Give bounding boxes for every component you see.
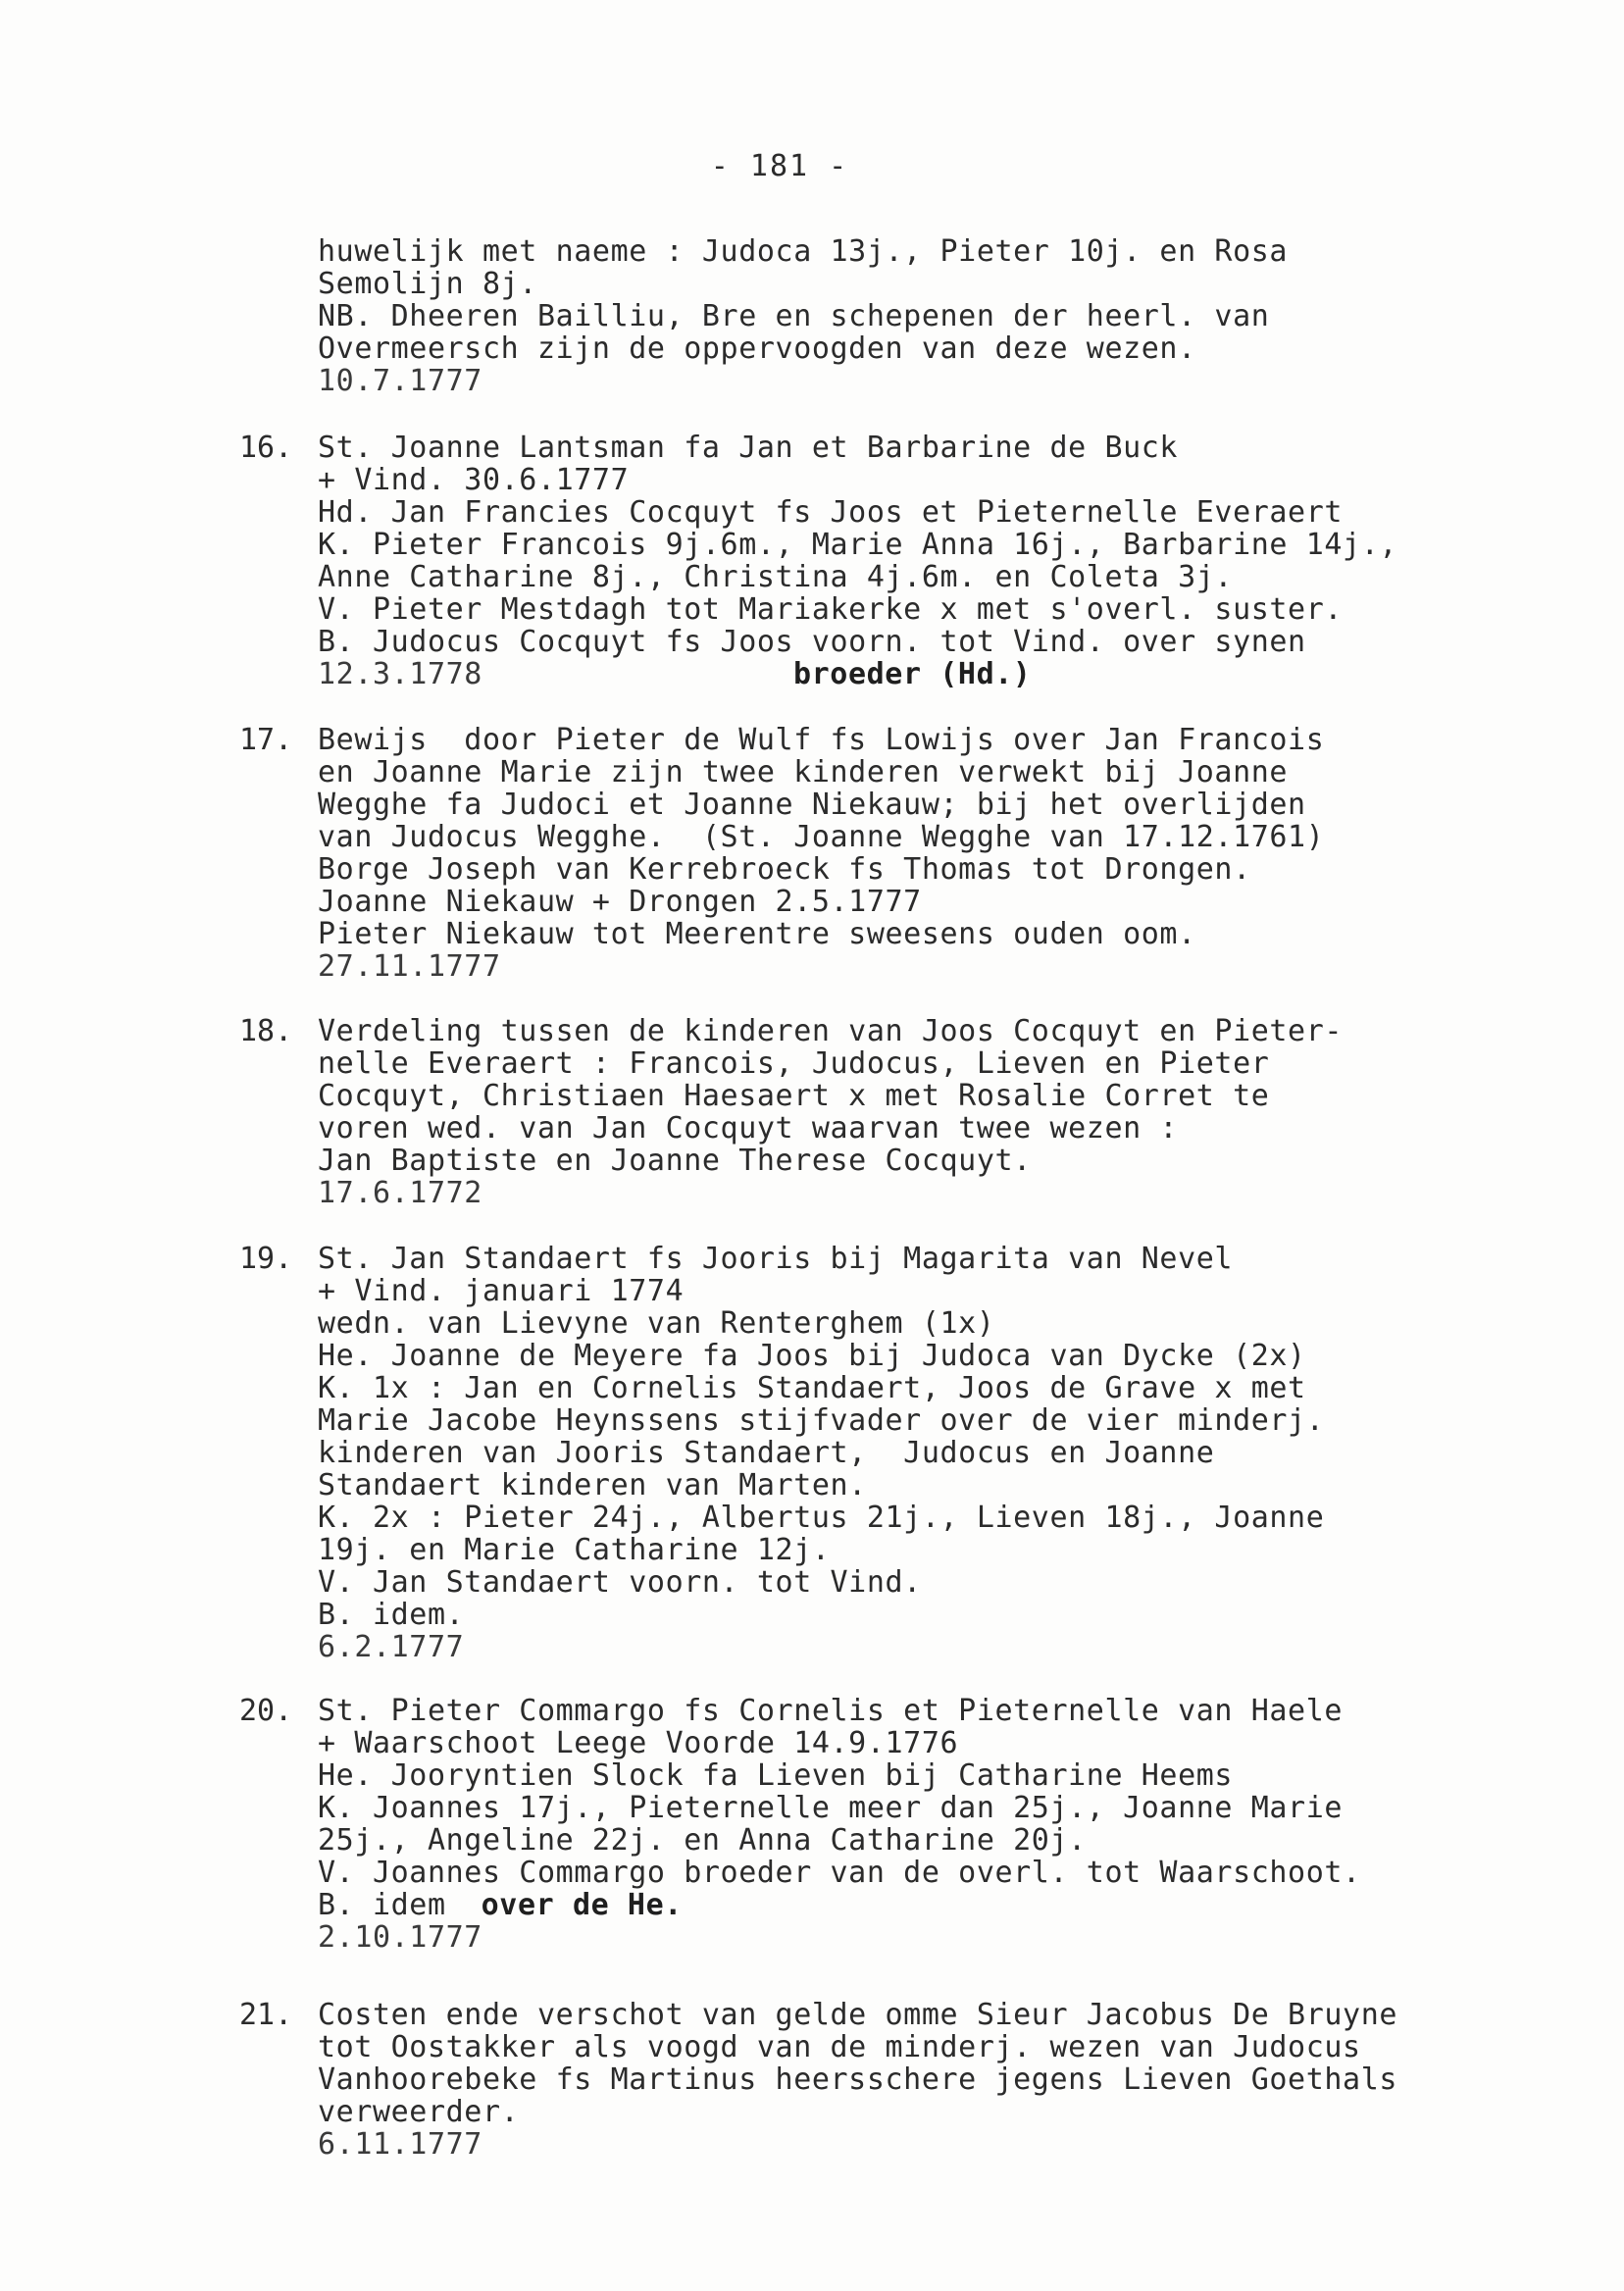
text-line: Hd. Jan Francies Cocquyt fs Joos et Pieternelle Everaert xyxy=(318,495,1344,530)
text-line: Pieter Niekauw tot Meerentre sweesens ouden oom. xyxy=(318,917,1196,951)
preface-continuation xyxy=(318,235,1495,397)
entry-date: 27.11.1777 xyxy=(318,949,501,984)
text-line: kinderen van Jooris Standaert, Judocus en Joanne xyxy=(318,1436,1215,1470)
entry-number: 20. xyxy=(239,1694,293,1728)
text-line: Overmeersch zijn de oppervoogden van deze wezen. xyxy=(318,331,1196,366)
text-line: Costen ende verschot van gelde omme Sieur Jacobus De Bruyne xyxy=(318,1998,1398,2032)
text-line: Cocquyt, Christiaen Haesaert x met Rosalie Corret te xyxy=(318,1079,1270,1113)
text-line: Borge Joseph van Kerrebroeck fs Thomas tot Drongen. xyxy=(318,852,1251,887)
annotation-note: broeder (Hd.) xyxy=(792,657,1032,691)
text-line: He. Jooryntien Slock fa Lieven bij Catharine Heems xyxy=(318,1758,1234,1793)
text-line: 25j., Angeline 22j. en Anna Catharine 20j. xyxy=(318,1823,1087,1858)
text-line: Joanne Niekauw + Drongen 2.5.1777 xyxy=(318,885,922,919)
text-line: Standaert kinderen van Marten. xyxy=(318,1468,867,1502)
text-line: + Vind. 30.6.1777 xyxy=(318,463,630,497)
entry-body xyxy=(318,724,1534,983)
text-line: K. Joannes 17j., Pieternelle meer dan 25j., Joanne Marie xyxy=(318,1791,1344,1825)
text-line: V. Pieter Mestdagh tot Mariakerke x met s'overl. suster. xyxy=(318,592,1344,627)
text-line: en Joanne Marie zijn twee kinderen verwekt bij Joanne xyxy=(318,755,1289,789)
entry-date xyxy=(318,658,1534,690)
text-line: huwelijk met naeme : Judoca 13j., Pieter 10j. en Rosa xyxy=(318,234,1289,269)
date-text: 12.3.1778 xyxy=(318,657,482,691)
text-line: van Judocus Wegghe. (St. Joanne Wegghe van 17.12.1761) xyxy=(318,820,1325,854)
text-line: Vanhoorebeke fs Martinus heersschere jegens Lieven Goethals xyxy=(318,2062,1398,2097)
text-line: V. Joannes Commargo broeder van de overl. tot Waarschoot. xyxy=(318,1856,1361,1890)
text-line: B. idem. xyxy=(318,1598,465,1632)
text-line: Semolijn 8j. xyxy=(318,267,537,301)
text-line: St. Pieter Commargo fs Cornelis et Pieternelle van Haele xyxy=(318,1694,1344,1728)
text-line: + Vind. januari 1774 xyxy=(318,1274,685,1308)
text-line: Marie Jacobe Heynssens stijfvader over de vier minderj. xyxy=(318,1403,1325,1438)
text-line: Anne Catharine 8j., Christina 4j.6m. en Coleta 3j. xyxy=(318,560,1234,594)
text-line: NB. Dheeren Bailliu, Bre en schepenen der heerl. van xyxy=(318,299,1270,333)
entry-number: 17. xyxy=(239,723,293,757)
text-line: Bewijs door Pieter de Wulf fs Lowijs over Jan Francois xyxy=(318,723,1325,757)
text-line: St. Joanne Lantsman fa Jan et Barbarine de Buck xyxy=(318,431,1179,465)
entry-date: 2.10.1777 xyxy=(318,1920,482,1955)
text-line: + Waarschoot Leege Voorde 14.9.1776 xyxy=(318,1726,959,1760)
text-line: nelle Everaert : Francois, Judocus, Lieven en Pieter xyxy=(318,1046,1270,1081)
text-line: K. 2x : Pieter 24j., Albertus 21j., Lieven 18j., Joanne xyxy=(318,1501,1325,1535)
text-line: verweerder. xyxy=(318,2095,520,2129)
annotation-note: over de He. xyxy=(481,1888,683,1922)
text-line xyxy=(318,1889,1534,1921)
text-line: Jan Baptiste en Joanne Therese Cocquyt. xyxy=(318,1144,1032,1178)
entry-date: 6.2.1777 xyxy=(318,1630,465,1664)
text-line: K. 1x : Jan en Cornelis Standaert, Joos de Grave x met xyxy=(318,1371,1306,1405)
entry-body xyxy=(318,1999,1534,2161)
text-line: Wegghe fa Judoci et Joanne Niekauw; bij het overlijden xyxy=(318,788,1306,822)
entry-body xyxy=(318,1243,1534,1663)
entry-date: 17.6.1772 xyxy=(318,1176,482,1210)
page-number: - 181 - xyxy=(710,149,849,183)
entry-date: 6.11.1777 xyxy=(318,2127,482,2162)
text-line: tot Oostakker als voogd van de minderj. wezen van Judocus xyxy=(318,2030,1361,2064)
text-line: St. Jan Standaert fs Jooris bij Magarita van Nevel xyxy=(318,1242,1234,1276)
text-segment: B. idem xyxy=(318,1888,446,1922)
text-line: He. Joanne de Meyere fa Joos bij Judoca van Dycke (2x) xyxy=(318,1339,1306,1373)
text-line: B. Judocus Cocquyt fs Joos voorn. tot Vind. over synen xyxy=(318,625,1306,659)
text-line: wedn. van Lievyne van Renterghem (1x) xyxy=(318,1306,995,1341)
entry-number: 21. xyxy=(239,1998,293,2032)
text-line: 19j. en Marie Catharine 12j. xyxy=(318,1533,831,1567)
entry-number: 16. xyxy=(239,431,293,465)
entry-body xyxy=(318,1695,1534,1954)
entry-body xyxy=(318,1015,1534,1209)
entry-number: 18. xyxy=(239,1014,293,1048)
entry-number: 19. xyxy=(239,1242,293,1276)
text-line: voren wed. van Jan Cocquyt waarvan twee wezen : xyxy=(318,1111,1179,1146)
text-line: V. Jan Standaert voorn. tot Vind. xyxy=(318,1565,922,1600)
text-line: Verdeling tussen de kinderen van Joos Cocquyt en Pieter- xyxy=(318,1014,1344,1048)
entry-date: 10.7.1777 xyxy=(318,364,482,398)
entry-body xyxy=(318,432,1534,690)
text-line: K. Pieter Francois 9j.6m., Marie Anna 16j., Barbarine 14j., xyxy=(318,528,1398,562)
